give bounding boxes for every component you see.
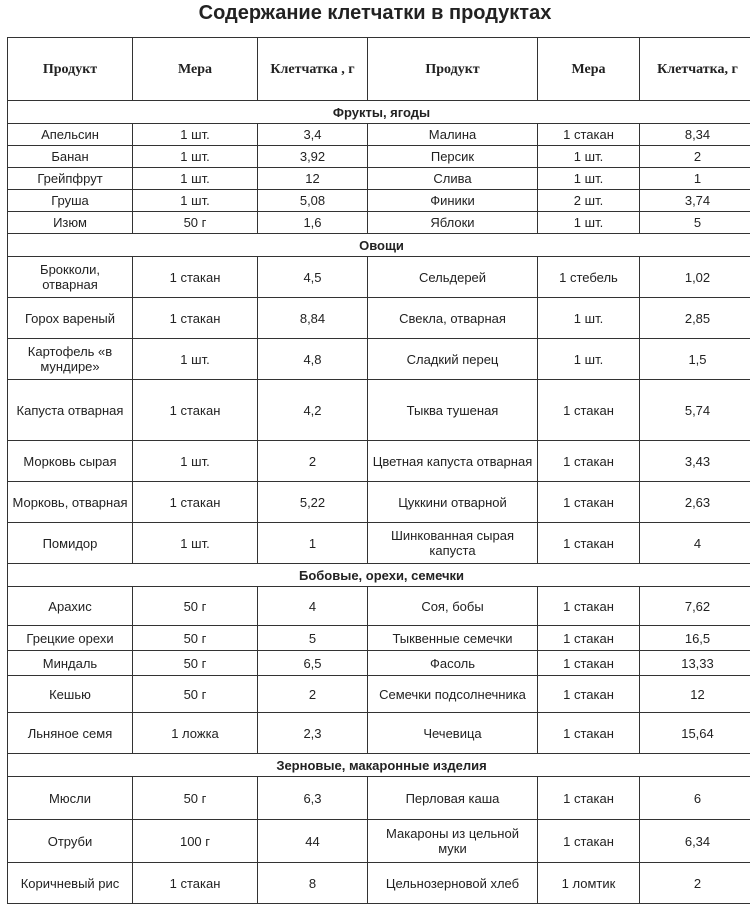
product-cell: Банан xyxy=(8,146,133,168)
measure-cell: 1 шт. xyxy=(538,212,640,234)
measure-cell: 1 стакан xyxy=(538,651,640,676)
fiber-cell: 8 xyxy=(258,863,368,904)
fiber-cell: 2 xyxy=(258,441,368,482)
table-row xyxy=(8,190,750,212)
table-row xyxy=(8,212,750,234)
fiber-cell: 8,34 xyxy=(640,124,750,146)
table-row xyxy=(8,777,750,820)
table-row xyxy=(8,523,750,564)
header-product: Продукт xyxy=(368,38,538,101)
table-row xyxy=(8,676,750,713)
product-cell: Перловая каша xyxy=(368,777,538,820)
section-row xyxy=(8,754,750,777)
table-row xyxy=(8,863,750,904)
measure-cell: 1 стакан xyxy=(538,713,640,754)
measure-cell: 1 стакан xyxy=(133,380,258,441)
fiber-cell: 6,3 xyxy=(258,777,368,820)
fiber-table xyxy=(7,37,750,904)
section-title: Зерновые, макаронные изделия xyxy=(8,754,750,777)
fiber-cell: 1 xyxy=(258,523,368,564)
table-row xyxy=(8,146,750,168)
fiber-cell: 3,92 xyxy=(258,146,368,168)
table-row xyxy=(8,257,750,298)
fiber-cell: 4 xyxy=(640,523,750,564)
measure-cell: 1 стакан xyxy=(133,257,258,298)
measure-cell: 1 шт. xyxy=(133,523,258,564)
fiber-cell: 5 xyxy=(258,626,368,651)
product-cell: Морковь сырая xyxy=(8,441,133,482)
measure-cell: 1 шт. xyxy=(538,168,640,190)
product-cell: Макароны из цельной муки xyxy=(368,820,538,863)
fiber-cell: 2,3 xyxy=(258,713,368,754)
measure-cell: 1 стакан xyxy=(133,863,258,904)
fiber-cell: 8,84 xyxy=(258,298,368,339)
measure-cell: 1 стакан xyxy=(538,820,640,863)
section-title: Бобовые, орехи, семечки xyxy=(8,564,750,587)
fiber-cell: 1,6 xyxy=(258,212,368,234)
section-row xyxy=(8,234,750,257)
section-row xyxy=(8,564,750,587)
product-cell: Тыквенные семечки xyxy=(368,626,538,651)
measure-cell: 1 стакан xyxy=(538,676,640,713)
fiber-cell: 6 xyxy=(640,777,750,820)
table-row xyxy=(8,380,750,441)
measure-cell: 1 стакан xyxy=(538,124,640,146)
fiber-cell: 3,4 xyxy=(258,124,368,146)
product-cell: Брокколи, отварная xyxy=(8,257,133,298)
product-cell: Малина xyxy=(368,124,538,146)
measure-cell: 1 стакан xyxy=(538,587,640,626)
measure-cell: 1 стакан xyxy=(538,626,640,651)
fiber-cell: 3,74 xyxy=(640,190,750,212)
fiber-cell: 6,34 xyxy=(640,820,750,863)
fiber-cell: 2,85 xyxy=(640,298,750,339)
section-title: Фрукты, ягоды xyxy=(8,101,750,124)
product-cell: Коричневый рис xyxy=(8,863,133,904)
product-cell: Отруби xyxy=(8,820,133,863)
fiber-cell: 1,5 xyxy=(640,339,750,380)
product-cell: Капуста отварная xyxy=(8,380,133,441)
product-cell: Изюм xyxy=(8,212,133,234)
product-cell: Соя, бобы xyxy=(368,587,538,626)
table-row xyxy=(8,651,750,676)
measure-cell: 1 шт. xyxy=(133,190,258,212)
measure-cell: 1 ломтик xyxy=(538,863,640,904)
measure-cell: 1 шт. xyxy=(538,298,640,339)
header-product: Продукт xyxy=(8,38,133,101)
product-cell: Картофель «в мундире» xyxy=(8,339,133,380)
fiber-cell: 7,62 xyxy=(640,587,750,626)
measure-cell: 50 г xyxy=(133,212,258,234)
table-row xyxy=(8,298,750,339)
measure-cell: 1 шт. xyxy=(538,146,640,168)
fiber-cell: 16,5 xyxy=(640,626,750,651)
fiber-cell: 12 xyxy=(258,168,368,190)
measure-cell: 1 стакан xyxy=(133,482,258,523)
measure-cell: 50 г xyxy=(133,777,258,820)
product-cell: Цуккини отварной xyxy=(368,482,538,523)
header-measure: Мера xyxy=(538,38,640,101)
fiber-cell: 3,43 xyxy=(640,441,750,482)
measure-cell: 1 стакан xyxy=(538,441,640,482)
fiber-cell: 6,5 xyxy=(258,651,368,676)
product-cell: Помидор xyxy=(8,523,133,564)
product-cell: Миндаль xyxy=(8,651,133,676)
header-fiber: Клетчатка, г xyxy=(640,38,750,101)
table-row xyxy=(8,587,750,626)
page-title: Содержание клетчатки в продуктах xyxy=(198,2,552,24)
table-row xyxy=(8,482,750,523)
measure-cell: 1 шт. xyxy=(133,339,258,380)
measure-cell: 1 стакан xyxy=(538,523,640,564)
measure-cell: 50 г xyxy=(133,626,258,651)
table-row xyxy=(8,441,750,482)
table-row xyxy=(8,168,750,190)
product-cell: Груша xyxy=(8,190,133,212)
fiber-cell: 2 xyxy=(640,863,750,904)
product-cell: Грецкие орехи xyxy=(8,626,133,651)
product-cell: Шинкованная сырая капуста xyxy=(368,523,538,564)
measure-cell: 1 ложка xyxy=(133,713,258,754)
product-cell: Цельнозерновой хлеб xyxy=(368,863,538,904)
product-cell: Льняное семя xyxy=(8,713,133,754)
fiber-cell: 4 xyxy=(258,587,368,626)
fiber-cell: 2 xyxy=(640,146,750,168)
product-cell: Мюсли xyxy=(8,777,133,820)
header-fiber: Клетчатка , г xyxy=(258,38,368,101)
fiber-cell: 12 xyxy=(640,676,750,713)
section-row xyxy=(8,101,750,124)
header-row xyxy=(8,38,750,101)
product-cell: Слива xyxy=(368,168,538,190)
measure-cell: 1 стакан xyxy=(538,777,640,820)
table-row xyxy=(8,124,750,146)
product-cell: Тыква тушеная xyxy=(368,380,538,441)
fiber-cell: 13,33 xyxy=(640,651,750,676)
product-cell: Фасоль xyxy=(368,651,538,676)
product-cell: Яблоки xyxy=(368,212,538,234)
product-cell: Грейпфрут xyxy=(8,168,133,190)
table-row xyxy=(8,820,750,863)
fiber-cell: 5,08 xyxy=(258,190,368,212)
product-cell: Апельсин xyxy=(8,124,133,146)
product-cell: Сельдерей xyxy=(368,257,538,298)
fiber-cell: 4,8 xyxy=(258,339,368,380)
fiber-cell: 1,02 xyxy=(640,257,750,298)
measure-cell: 50 г xyxy=(133,587,258,626)
table-row xyxy=(8,626,750,651)
fiber-cell: 4,2 xyxy=(258,380,368,441)
fiber-cell: 15,64 xyxy=(640,713,750,754)
measure-cell: 1 стакан xyxy=(133,298,258,339)
product-cell: Финики xyxy=(368,190,538,212)
product-cell: Горох вареный xyxy=(8,298,133,339)
measure-cell: 1 шт. xyxy=(133,441,258,482)
fiber-cell: 5,74 xyxy=(640,380,750,441)
table-row xyxy=(8,713,750,754)
product-cell: Кешью xyxy=(8,676,133,713)
header-measure: Мера xyxy=(133,38,258,101)
product-cell: Свекла, отварная xyxy=(368,298,538,339)
measure-cell: 100 г xyxy=(133,820,258,863)
fiber-cell: 1 xyxy=(640,168,750,190)
measure-cell: 1 шт. xyxy=(538,339,640,380)
section-title: Овощи xyxy=(8,234,750,257)
fiber-cell: 5 xyxy=(640,212,750,234)
measure-cell: 1 шт. xyxy=(133,124,258,146)
measure-cell: 1 стебель xyxy=(538,257,640,298)
product-cell: Цветная капуста отварная xyxy=(368,441,538,482)
product-cell: Семечки подсолнечника xyxy=(368,676,538,713)
product-cell: Сладкий перец xyxy=(368,339,538,380)
fiber-cell: 4,5 xyxy=(258,257,368,298)
fiber-cell: 44 xyxy=(258,820,368,863)
measure-cell: 50 г xyxy=(133,651,258,676)
measure-cell: 1 стакан xyxy=(538,482,640,523)
measure-cell: 1 стакан xyxy=(538,380,640,441)
fiber-cell: 2,63 xyxy=(640,482,750,523)
fiber-cell: 5,22 xyxy=(258,482,368,523)
product-cell: Персик xyxy=(368,146,538,168)
product-cell: Чечевица xyxy=(368,713,538,754)
product-cell: Морковь, отварная xyxy=(8,482,133,523)
product-cell: Арахис xyxy=(8,587,133,626)
measure-cell: 1 шт. xyxy=(133,168,258,190)
measure-cell: 50 г xyxy=(133,676,258,713)
measure-cell: 2 шт. xyxy=(538,190,640,212)
table-row xyxy=(8,339,750,380)
fiber-cell: 2 xyxy=(258,676,368,713)
measure-cell: 1 шт. xyxy=(133,146,258,168)
